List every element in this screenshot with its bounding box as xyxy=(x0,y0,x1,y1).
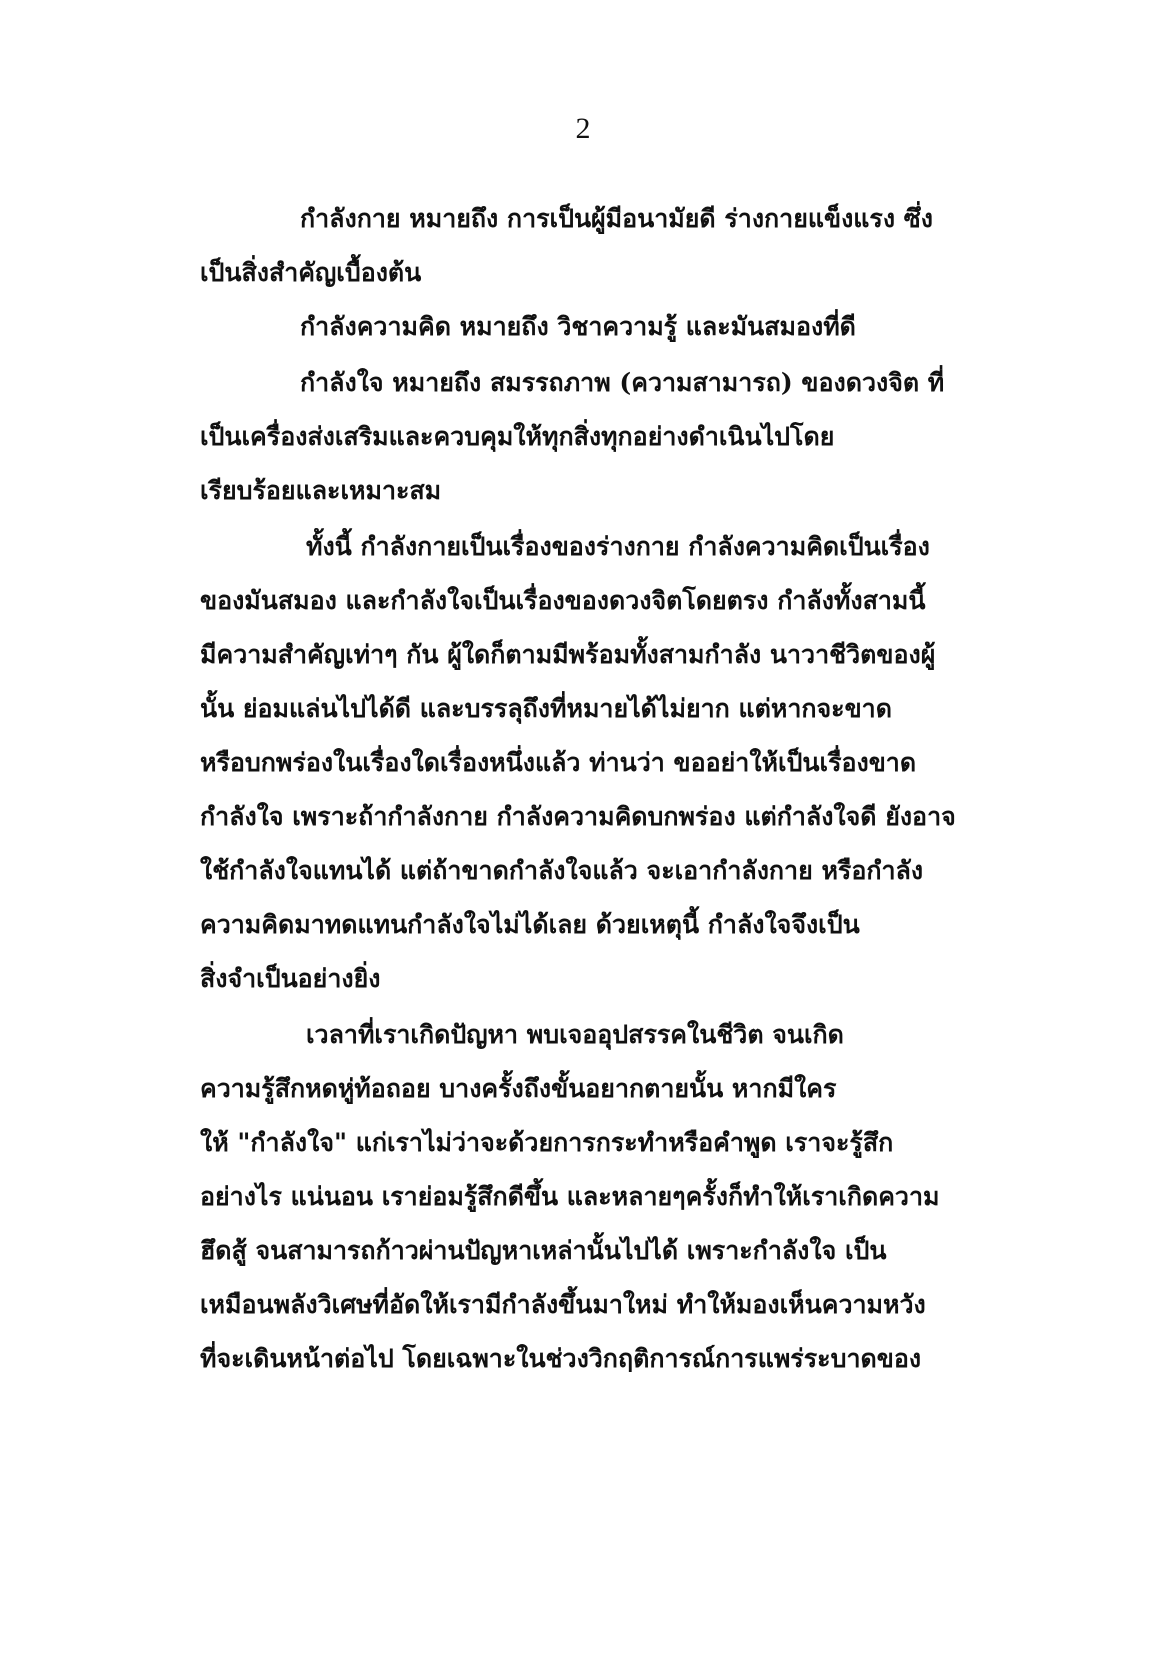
term-label: "กำลังใจ" xyxy=(237,1128,347,1157)
text-line xyxy=(300,310,980,344)
text-line: มีความสำคัญเท่าๆ กัน ผู้ใดก็ตามมีพร้อมทั้งสามกำลัง นาวาชีวิตของผู้ xyxy=(200,640,936,669)
text-line: ของมันสมอง และกำลังใจเป็นเรื่องของดวงจิตโดยตรง กำลังทั้งสามนี้ xyxy=(200,586,926,615)
line-text: หมายถึง สมรรถภาพ (ความสามารถ) ของดวงจิต ที่ xyxy=(383,368,945,397)
page-number: 2 xyxy=(575,112,591,145)
text-line: เป็นสิ่งสำคัญเบื้องต้น xyxy=(200,258,422,287)
text-line: อย่างไร แน่นอน เราย่อมรู้สึกดีขึ้น และหลายๆครั้งก็ทำให้เราเกิดความ xyxy=(200,1182,940,1211)
text-line xyxy=(300,202,980,236)
text-line: เรียบร้อยและเหมาะสม xyxy=(200,476,442,505)
text-line: สิ่งจำเป็นอย่างยิ่ง xyxy=(200,964,381,993)
text-line: นั้น ย่อมแล่นไปได้ดี และบรรลุถึงที่หมายได้ไม่ยาก แต่หากจะขาด xyxy=(200,694,892,723)
text-line: ความคิดมาทดแทนกำลังใจไม่ได้เลย ด้วยเหตุนี้ กำลังใจจึงเป็น xyxy=(200,910,860,939)
text-line: ทั้งนี้ กำลังกายเป็นเรื่องของร่างกาย กำลังความคิดเป็นเรื่อง xyxy=(306,532,930,561)
term-label: กำลังใจ xyxy=(300,368,384,397)
text-line: กำลังใจ เพราะถ้ากำลังกาย กำลังความคิดบกพร่อง แต่กำลังใจดี ยังอาจ xyxy=(200,802,956,831)
term-label: กำลังกาย xyxy=(300,204,401,233)
text-line: หรือบกพร่องในเรื่องใดเรื่องหนึ่งแล้ว ท่านว่า ขออย่าให้เป็นเรื่องขาด xyxy=(200,748,917,777)
line-text: แก่เราไม่ว่าจะด้วยการกระทำหรือคำพูด เราจะรู้สึก xyxy=(347,1128,894,1157)
text-line: ฮึดสู้ จนสามารถก้าวผ่านปัญหาเหล่านั้นไปได้ เพราะกำลังใจ เป็น xyxy=(200,1236,887,1265)
text-line: ที่จะเดินหน้าต่อไป โดยเฉพาะในช่วงวิกฤติการณ์การแพร่ระบาดของ xyxy=(200,1344,922,1373)
text-line: ใช้กำลังใจแทนได้ แต่ถ้าขาดกำลังใจแล้ว จะเอากำลังกาย หรือกำลัง xyxy=(200,856,924,885)
text-line: ความรู้สึกหดหู่ท้อถอย บางครั้งถึงขั้นอยากตายนั้น หากมีใคร xyxy=(200,1074,837,1103)
term-label: กำลังความคิด xyxy=(300,312,451,341)
text-line: เป็นเครื่องส่งเสริมและควบคุมให้ทุกสิ่งทุกอย่างดำเนินไปโดย xyxy=(200,422,835,451)
text-line: เวลาที่เราเกิดปัญหา พบเจออุปสรรคในชีวิต จนเกิด xyxy=(306,1020,844,1049)
text-line xyxy=(200,1126,980,1160)
line-text: ให้ xyxy=(200,1128,238,1157)
line-text: หมายถึง วิชาความรู้ และมันสมองที่ดี xyxy=(450,312,856,341)
text-line xyxy=(300,366,980,400)
line-text: หมายถึง การเป็นผู้มีอนามัยดี ร่างกายแข็งแรง ซึ่ง xyxy=(400,204,933,233)
text-line: เหมือนพลังวิเศษที่อัดให้เรามีกำลังขึ้นมาใหม่ ทำให้มองเห็นความหวัง xyxy=(200,1290,926,1319)
